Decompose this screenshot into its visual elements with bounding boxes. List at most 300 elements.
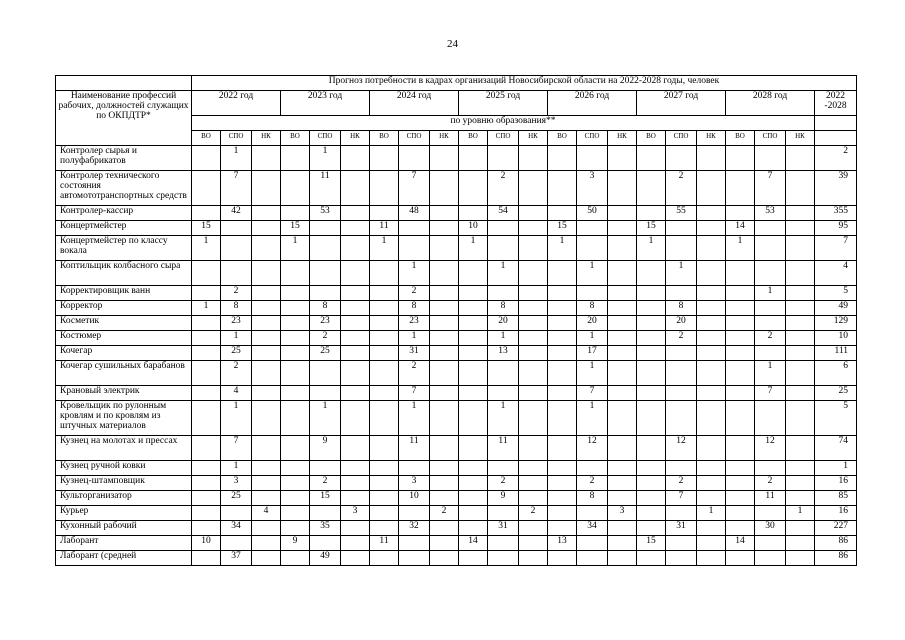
demand-cell — [577, 221, 608, 236]
demand-cell: 1 — [488, 261, 519, 286]
demand-cell — [341, 171, 370, 206]
demand-cell — [608, 316, 637, 331]
demand-cell — [637, 476, 666, 491]
demand-cell — [459, 146, 488, 171]
demand-cell — [341, 386, 370, 401]
demand-cell — [786, 551, 815, 566]
demand-cell — [519, 491, 548, 506]
table-row — [56, 506, 857, 521]
profession-name: Культорганизатор — [56, 491, 192, 506]
demand-cell — [310, 536, 341, 551]
demand-cell: 1 — [577, 361, 608, 386]
demand-cell — [548, 171, 577, 206]
demand-cell — [786, 301, 815, 316]
row-total: 25 — [815, 386, 857, 401]
demand-cell — [488, 386, 519, 401]
demand-cell — [341, 236, 370, 261]
demand-cell: 8 — [221, 301, 252, 316]
demand-cell — [430, 346, 459, 361]
demand-cell: 1 — [637, 236, 666, 261]
demand-cell — [430, 286, 459, 301]
demand-cell — [697, 361, 726, 386]
demand-cell: 11 — [399, 436, 430, 461]
demand-cell: 1 — [221, 401, 252, 436]
demand-cell: 20 — [666, 316, 697, 331]
demand-cell: 42 — [221, 206, 252, 221]
profession-name: Кочегар — [56, 346, 192, 361]
demand-cell — [786, 386, 815, 401]
row-total: 10 — [815, 331, 857, 346]
demand-cell — [577, 551, 608, 566]
demand-cell: 1 — [755, 286, 786, 301]
demand-cell — [459, 436, 488, 461]
row-total: 49 — [815, 301, 857, 316]
demand-cell — [281, 331, 310, 346]
education-subheader: СПО — [399, 131, 430, 146]
demand-cell — [192, 436, 221, 461]
demand-cell — [310, 361, 341, 386]
row-total: 7 — [815, 236, 857, 261]
demand-cell: 13 — [488, 346, 519, 361]
profession-name: Контролер технического состояния автомототранспортных средств — [56, 171, 192, 206]
demand-cell — [252, 361, 281, 386]
education-subheader: СПО — [755, 131, 786, 146]
row-total: 16 — [815, 506, 857, 521]
demand-cell — [252, 286, 281, 301]
demand-cell: 1 — [488, 401, 519, 436]
profession-name: Кузнец на молотах и прессах — [56, 436, 192, 461]
demand-cell — [252, 301, 281, 316]
demand-cell — [281, 461, 310, 476]
demand-cell — [755, 401, 786, 436]
year-header-row — [56, 91, 857, 116]
profession-name: Корректор — [56, 301, 192, 316]
demand-cell — [252, 536, 281, 551]
row-total: 355 — [815, 206, 857, 221]
demand-cell — [252, 261, 281, 286]
demand-cell — [786, 236, 815, 261]
demand-cell — [310, 221, 341, 236]
table-row — [56, 491, 857, 506]
demand-cell — [519, 286, 548, 301]
demand-cell — [430, 361, 459, 386]
demand-cell — [519, 551, 548, 566]
row-total: 129 — [815, 316, 857, 331]
demand-cell: 11 — [488, 436, 519, 461]
demand-cell — [726, 261, 755, 286]
demand-cell: 1 — [192, 301, 221, 316]
demand-cell — [399, 146, 430, 171]
demand-cell — [519, 221, 548, 236]
demand-cell — [341, 361, 370, 386]
row-total: 85 — [815, 491, 857, 506]
demand-cell — [519, 316, 548, 331]
demand-cell — [459, 206, 488, 221]
demand-cell: 1 — [755, 361, 786, 386]
demand-cell: 3 — [221, 476, 252, 491]
demand-cell — [519, 146, 548, 171]
demand-cell — [252, 171, 281, 206]
demand-cell — [399, 461, 430, 476]
demand-cell: 15 — [548, 221, 577, 236]
demand-cell — [192, 551, 221, 566]
demand-cell: 2 — [666, 331, 697, 346]
demand-cell — [221, 221, 252, 236]
demand-cell — [519, 361, 548, 386]
demand-cell — [430, 146, 459, 171]
demand-cell — [548, 361, 577, 386]
demand-cell — [548, 331, 577, 346]
demand-cell — [459, 461, 488, 476]
demand-cell — [697, 521, 726, 536]
demand-cell — [697, 346, 726, 361]
demand-cell — [755, 506, 786, 521]
demand-cell: 7 — [577, 386, 608, 401]
demand-cell — [786, 221, 815, 236]
demand-cell — [786, 346, 815, 361]
demand-cell — [430, 386, 459, 401]
demand-cell — [430, 301, 459, 316]
demand-cell — [577, 286, 608, 301]
demand-cell — [637, 346, 666, 361]
demand-cell: 10 — [459, 221, 488, 236]
demand-cell: 15 — [281, 221, 310, 236]
demand-cell: 1 — [192, 236, 221, 261]
demand-cell — [637, 261, 666, 286]
demand-cell: 7 — [221, 171, 252, 206]
education-subheader: НК — [608, 131, 637, 146]
demand-cell — [726, 301, 755, 316]
demand-cell — [430, 261, 459, 286]
profession-name: Концертмейстер — [56, 221, 192, 236]
demand-cell — [341, 316, 370, 331]
demand-cell: 12 — [755, 436, 786, 461]
demand-cell — [519, 476, 548, 491]
demand-cell — [608, 491, 637, 506]
demand-cell — [666, 361, 697, 386]
row-total: 1 — [815, 461, 857, 476]
demand-cell — [341, 401, 370, 436]
demand-cell — [459, 521, 488, 536]
demand-cell — [192, 171, 221, 206]
demand-cell: 1 — [221, 331, 252, 346]
demand-cell — [637, 436, 666, 461]
demand-cell — [341, 331, 370, 346]
demand-cell — [666, 346, 697, 361]
demand-cell — [755, 236, 786, 261]
demand-cell — [281, 206, 310, 221]
demand-cell — [548, 146, 577, 171]
demand-cell — [755, 461, 786, 476]
demand-cell: 2 — [577, 476, 608, 491]
demand-cell: 1 — [577, 261, 608, 286]
demand-cell — [577, 146, 608, 171]
demand-cell — [252, 331, 281, 346]
demand-cell — [399, 506, 430, 521]
demand-cell: 10 — [192, 536, 221, 551]
demand-cell — [459, 361, 488, 386]
demand-cell — [459, 171, 488, 206]
demand-cell: 8 — [577, 301, 608, 316]
demand-cell — [786, 286, 815, 301]
education-subheader: НК — [697, 131, 726, 146]
demand-cell — [755, 536, 786, 551]
demand-cell — [637, 286, 666, 301]
demand-cell — [370, 286, 399, 301]
table-row — [56, 236, 857, 261]
demand-cell — [608, 521, 637, 536]
demand-cell: 35 — [310, 521, 341, 536]
demand-cell — [697, 146, 726, 171]
demand-cell — [192, 461, 221, 476]
demand-cell — [192, 316, 221, 331]
demand-cell — [726, 361, 755, 386]
demand-cell: 1 — [577, 331, 608, 346]
table-row — [56, 521, 857, 536]
demand-cell: 11 — [310, 171, 341, 206]
demand-cell — [519, 536, 548, 551]
demand-cell — [637, 316, 666, 331]
demand-cell — [310, 506, 341, 521]
demand-cell — [755, 346, 786, 361]
demand-cell — [637, 146, 666, 171]
demand-cell: 14 — [726, 221, 755, 236]
demand-cell: 1 — [488, 331, 519, 346]
demand-cell — [252, 401, 281, 436]
table-row — [56, 221, 857, 236]
profession-name: Крановый электрик — [56, 386, 192, 401]
row-total: 6 — [815, 361, 857, 386]
demand-cell — [459, 286, 488, 301]
profession-column-header: Наименование профессий рабочих, должностей служащих по ОКПДТР* — [56, 91, 192, 146]
demand-cell — [666, 221, 697, 236]
demand-cell — [430, 551, 459, 566]
demand-cell — [192, 331, 221, 346]
demand-cell — [548, 316, 577, 331]
demand-cell — [608, 476, 637, 491]
demand-cell — [370, 476, 399, 491]
demand-cell — [488, 361, 519, 386]
demand-cell: 8 — [310, 301, 341, 316]
row-total: 86 — [815, 551, 857, 566]
demand-cell — [548, 476, 577, 491]
demand-cell — [430, 476, 459, 491]
demand-cell: 1 — [221, 461, 252, 476]
row-total: 16 — [815, 476, 857, 491]
demand-cell — [637, 206, 666, 221]
demand-cell — [252, 316, 281, 331]
demand-cell — [341, 491, 370, 506]
demand-cell: 8 — [488, 301, 519, 316]
demand-cell — [786, 476, 815, 491]
demand-cell — [726, 491, 755, 506]
demand-cell: 11 — [755, 491, 786, 506]
table-title-row — [56, 76, 857, 91]
demand-cell — [666, 236, 697, 261]
education-subheader: ВО — [637, 131, 666, 146]
education-subheader: СПО — [488, 131, 519, 146]
demand-cell: 1 — [548, 236, 577, 261]
demand-cell: 1 — [697, 506, 726, 521]
demand-cell — [459, 401, 488, 436]
demand-cell — [608, 536, 637, 551]
demand-cell — [577, 461, 608, 476]
table-row — [56, 551, 857, 566]
demand-cell — [370, 401, 399, 436]
demand-cell: 9 — [488, 491, 519, 506]
demand-cell — [548, 521, 577, 536]
demand-cell — [430, 436, 459, 461]
demand-cell — [341, 301, 370, 316]
demand-cell — [786, 331, 815, 346]
demand-cell — [666, 401, 697, 436]
demand-cell — [697, 491, 726, 506]
profession-name: Курьер — [56, 506, 192, 521]
demand-cell — [519, 436, 548, 461]
demand-cell — [281, 401, 310, 436]
demand-cell: 2 — [399, 361, 430, 386]
demand-cell — [281, 171, 310, 206]
demand-cell: 1 — [281, 236, 310, 261]
year-header: 2028 год — [726, 91, 815, 116]
year-header: 2024 год — [370, 91, 459, 116]
demand-cell — [221, 536, 252, 551]
demand-cell: 7 — [666, 491, 697, 506]
demand-cell — [430, 316, 459, 331]
education-subheader: ВО — [281, 131, 310, 146]
table-row — [56, 206, 857, 221]
demand-cell — [548, 346, 577, 361]
demand-cell — [608, 436, 637, 461]
demand-cell: 1 — [399, 401, 430, 436]
demand-cell — [341, 221, 370, 236]
education-subheader: СПО — [577, 131, 608, 146]
demand-cell — [341, 551, 370, 566]
demand-cell — [310, 461, 341, 476]
demand-cell — [697, 316, 726, 331]
demand-cell — [341, 461, 370, 476]
demand-cell — [637, 171, 666, 206]
demand-cell — [341, 536, 370, 551]
profession-name: Контролер сырья и полуфабрикатов — [56, 146, 192, 171]
demand-cell — [488, 221, 519, 236]
education-subheader: ВО — [192, 131, 221, 146]
demand-cell — [637, 551, 666, 566]
demand-cell — [370, 206, 399, 221]
demand-cell — [488, 236, 519, 261]
row-total: 5 — [815, 286, 857, 301]
demand-cell — [755, 301, 786, 316]
demand-cell — [608, 401, 637, 436]
demand-cell — [786, 206, 815, 221]
demand-cell — [430, 221, 459, 236]
demand-cell: 25 — [221, 346, 252, 361]
demand-cell — [192, 386, 221, 401]
demand-cell — [726, 286, 755, 301]
demand-cell: 34 — [577, 521, 608, 536]
demand-cell — [488, 286, 519, 301]
demand-cell — [608, 301, 637, 316]
demand-cell — [281, 476, 310, 491]
demand-cell — [370, 261, 399, 286]
table-row — [56, 261, 857, 286]
demand-cell — [637, 331, 666, 346]
demand-cell: 25 — [310, 346, 341, 361]
demand-cell — [666, 461, 697, 476]
education-subheader: ВО — [459, 131, 488, 146]
demand-cell: 3 — [341, 506, 370, 521]
demand-cell — [430, 331, 459, 346]
demand-cell: 2 — [755, 476, 786, 491]
demand-cell — [608, 286, 637, 301]
row-total: 74 — [815, 436, 857, 461]
demand-cell: 3 — [399, 476, 430, 491]
profession-name: Лаборант (средней — [56, 551, 192, 566]
row-total: 5 — [815, 401, 857, 436]
demand-cell — [459, 301, 488, 316]
demand-cell — [281, 491, 310, 506]
demand-cell — [755, 146, 786, 171]
demand-cell — [281, 286, 310, 301]
demand-cell: 23 — [310, 316, 341, 331]
demand-cell — [370, 316, 399, 331]
demand-cell — [252, 146, 281, 171]
demand-cell — [726, 521, 755, 536]
empty-total-cell — [815, 131, 857, 146]
demand-cell — [281, 361, 310, 386]
demand-cell — [726, 206, 755, 221]
demand-cell: 1 — [459, 236, 488, 261]
demand-cell — [370, 146, 399, 171]
demand-cell: 12 — [577, 436, 608, 461]
demand-cell — [370, 551, 399, 566]
table-row — [56, 286, 857, 301]
demand-cell — [341, 521, 370, 536]
demand-cell — [281, 346, 310, 361]
table-row — [56, 146, 857, 171]
demand-cell — [341, 261, 370, 286]
demand-cell — [252, 236, 281, 261]
demand-cell: 17 — [577, 346, 608, 361]
demand-cell — [192, 146, 221, 171]
table-row — [56, 436, 857, 461]
demand-cell — [519, 331, 548, 346]
demand-cell: 12 — [666, 436, 697, 461]
demand-cell — [370, 436, 399, 461]
demand-cell: 31 — [666, 521, 697, 536]
demand-cell — [370, 521, 399, 536]
table-row — [56, 301, 857, 316]
demand-cell: 7 — [399, 171, 430, 206]
education-subheader: ВО — [370, 131, 399, 146]
demand-cell — [370, 301, 399, 316]
demand-cell: 14 — [459, 536, 488, 551]
demand-cell — [697, 206, 726, 221]
education-subheader: НК — [786, 131, 815, 146]
demand-cell — [726, 146, 755, 171]
profession-name: Коптильщик колбасного сыра — [56, 261, 192, 286]
demand-cell — [637, 461, 666, 476]
demand-cell — [281, 261, 310, 286]
demand-cell: 1 — [786, 506, 815, 521]
demand-cell — [281, 316, 310, 331]
profession-name: Кочегар сушильных барабанов — [56, 361, 192, 386]
demand-cell — [608, 171, 637, 206]
demand-cell — [281, 386, 310, 401]
demand-cell: 48 — [399, 206, 430, 221]
demand-cell — [637, 506, 666, 521]
demand-cell — [786, 316, 815, 331]
